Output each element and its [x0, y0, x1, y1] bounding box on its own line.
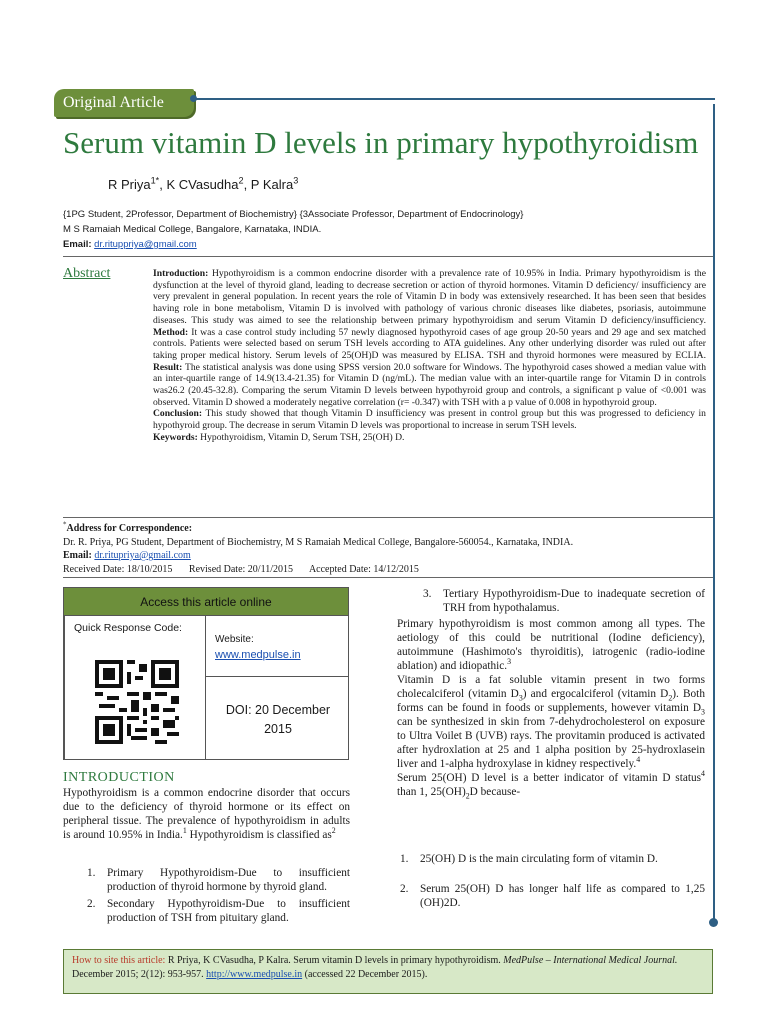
ref-sup: 2 [331, 826, 336, 836]
author-name: R Priya [108, 177, 151, 192]
badge-dot [190, 95, 197, 102]
journal-url-link[interactable]: http://www.medpulse.in [206, 969, 303, 980]
list-item-text: Serum 25(OH) D has longer half life as compared to 1,25 (OH)2D. [420, 883, 705, 909]
intro-text: Hypothyroidism is a common endocrine disorder with a prevalence rate of 10.95% in India. Primary hypothyroidism is the dysfunction at the level of thyroid gland, leading to decrease secretion or action of thyroid hormones. Vitamin D deficiency/ insufficiency are very prevalent in general population. In recent years the role of Vitamin D in body was extensively researched. It has been seen that besides having role in bone metabolism, Vitamin D is involved with pathology of various chronic diseases like diabetes, psoriasis, autoimmune diseases. This study was aimed to see the relationship between primary hypothyroidism and serum Vitamin D deficiency/insufficiency. [153, 268, 706, 326]
revised-date: Revised Date: 20/11/2015 [188, 564, 293, 575]
keywords-text: Hypothyroidism, Vitamin D, Serum TSH, 25(OH) D. [200, 431, 405, 443]
serum-text-c: D because- [469, 786, 521, 798]
intro-classified-text: Hypothyroidism is classified as [189, 829, 332, 841]
list-item [400, 852, 705, 866]
access-online-box [63, 587, 349, 760]
rule-end-dot [709, 918, 718, 927]
affiliation-institution: M S Ramaiah Medical College, Bangalore, Karnataka, INDIA. [63, 224, 322, 235]
affiliation-line: {1PG Student, 2Professor, Department of Biochemistry} {3Associate Professor, Department of Endocrinology} [63, 209, 524, 220]
doi-text: DOI: 20 December 2015 [225, 703, 331, 736]
correspondence-email [63, 550, 191, 561]
list-item [400, 882, 705, 910]
cite-text: R Priya, K CVasudha, P Kalra. Serum vitamin D levels in primary hypothyroidism. [167, 955, 501, 966]
ref-sup: 4 [701, 769, 705, 779]
accessed-date: (accessed 22 December 2015). [304, 969, 428, 980]
serum-text-b: than 1, 25(OH) [397, 786, 466, 798]
vitd-text-c: ). Both forms can be found in foods or supplements, however vitamin D [397, 688, 705, 714]
access-box-heading: Access this article online [64, 588, 348, 616]
list-item-text: Secondary Hypothyroidism-Due to insufficient production of TSH from pituitary gland. [107, 898, 350, 924]
right-column-body [397, 617, 705, 799]
aetiology-text: Primary hypothyroidism is most common among all types. The aetiology of this could be nutritional (Iodine deficiency), autoimmune (Hashimoto's thyroiditis), iatrogenic (radio-iodine ablation) and idiopathic. [397, 618, 705, 672]
article-dates [63, 564, 433, 575]
author-name: K CVasudha [166, 177, 239, 192]
list-item [87, 897, 350, 925]
journal-name: MedPulse – International Medical Journal. [503, 955, 678, 966]
serum-text-a: Serum 25(OH) D level is a better indicator of vitamin D status [397, 772, 702, 784]
intro-para-text: Hypothyroidism is a common endocrine disorder that occurs due to the deficiency of thyroid hormone or its effect on peripheral tissue. The prevalence of hypothyroidism in adults is around 10.95% in India. [63, 787, 350, 841]
right-margin-rule [713, 104, 715, 922]
correspondence-label-text: Address for Correspondence: [66, 523, 193, 534]
list-number: 1. [87, 867, 96, 879]
author-name: P Kalra [250, 177, 294, 192]
article-type-badge: Original Article [54, 89, 194, 117]
website-cell [205, 615, 349, 677]
author-sup: 1* [150, 175, 160, 186]
list-item [423, 587, 705, 615]
result-label: Result: [153, 361, 183, 373]
affiliation-email [63, 239, 197, 250]
ref-sup: 3 [507, 657, 512, 667]
email-label: Email: [63, 550, 92, 561]
sub-3: 3 [518, 693, 523, 703]
author-list: R Priya$^{1*}$, K CVasudha$^2$, P Kalra$^3$ [108, 175, 299, 192]
divider [63, 517, 713, 518]
correspondence-email-link[interactable]: dr.ritupriya@gmail.com [94, 550, 191, 561]
result-text: The statistical analysis was done using SPSS version 20.0 software for Windows. The hypothyroid cases showed a median value with an inter-quartile range of 14.9(13.4-21.35) for Vitamin D (ng/mL). The median value with an inter-quartile range for Vitamin D in controls was26.2 (20.45-32.8). Comparing the serum Vitamin D levels between hypothyroid group and controls, a significant p value of <0.001 was observed. Vitamin D showed a moderately negative correlation (r= -0.347) with TSH with a p value of 0.008 in hypothyroid group. [153, 361, 706, 408]
list-item-text: Primary Hypothyroidism-Due to insufficient production of thyroid hormone by thyroid gland. [107, 867, 350, 893]
conclusion-text: This study showed that though Vitamin D insufficiency was present in control group but this was progressed to deficiency in hypothyroid group. The decrease in serum Vitamin D levels was proportional to increase in serum TSH levels. [153, 408, 706, 432]
introduction-heading: INTRODUCTION [63, 770, 175, 785]
article-title: Serum vitamin D levels in primary hypothyroidism [63, 125, 699, 160]
header-rule [195, 98, 715, 100]
list-number: 3. [423, 588, 432, 600]
citation-box [63, 949, 713, 994]
vitd-text-b: ) and ergocalciferol (vitamin D [522, 688, 669, 700]
keywords-label: Keywords: [153, 431, 198, 443]
list-item [87, 866, 350, 894]
website-label: Website: [215, 634, 254, 645]
ref-sup: 4 [636, 755, 641, 765]
qr-label: Quick Response Code: [74, 622, 182, 634]
sub-3: 3 [701, 707, 705, 717]
divider [63, 577, 713, 578]
list-number: 1. [400, 853, 409, 865]
abstract-heading: Abstract [63, 266, 111, 281]
method-label: Method: [153, 326, 189, 338]
intro-paragraph [63, 786, 350, 842]
qr-code-icon[interactable] [95, 660, 179, 744]
qr-cell [64, 615, 206, 760]
intro-label: Introduction: [153, 268, 209, 279]
author-email-link[interactable]: dr.rituppriya@gmail.com [94, 239, 197, 250]
author-sup: 2 [238, 175, 244, 186]
list-number: 2. [400, 883, 409, 895]
sub-2: 2 [465, 791, 470, 801]
divider [63, 256, 713, 257]
received-date: Received Date: 18/10/2015 [63, 564, 173, 575]
website-link[interactable]: www.medpulse.in [215, 649, 301, 661]
conclusion-label: Conclusion: [153, 408, 203, 420]
author-sup: 3 [293, 175, 299, 186]
accepted-date: Accepted Date: 14/12/2015 [308, 564, 419, 575]
doi-cell [205, 676, 349, 760]
list-item-text: 25(OH) D is the main circulating form of vitamin D. [420, 853, 658, 865]
vitd-text-d: can be synthesized in skin from 7-dehydrocholesterol on exposure to Ultra Voilet B (UVB) rays. The provitamin produced is activated after hydroxlation at 25 and 1 alpha position by 25-hydroxlasein liver and 1-alpha hydroxylase in kidney respectively. [397, 716, 705, 770]
cite-details: December 2015; 2(12): 953-957. [72, 969, 204, 980]
list-item-text: Tertiary Hypothyroidism-Due to inadequate secretion of TRH from hypothalamus. [443, 588, 705, 614]
sub-2: 2 [668, 693, 673, 703]
correspondence-label: *Address for Correspondence: [63, 520, 193, 534]
abstract-body [153, 268, 706, 444]
correspondence-address: Dr. R. Priya, PG Student, Department of Biochemistry, M S Ramaiah Medical College, Bangalore-560054., Karnataka, INDIA. [63, 537, 574, 548]
ref-sup: 1 [182, 826, 187, 836]
email-label: Email: [63, 239, 92, 250]
method-text: It was a case control study including 57 newly diagnosed hypothyroid cases of age group 20-50 years and 29 age and sex matched controls. Patients were selected based on serum TSH levels according to ATA guidelines. Any other underlying disorder was ruled out after taking proper medical history. Serum levels of 25(OH)D was measured by ELISA. TSH and thyroid hormones were measured by ECLIA. [153, 326, 706, 361]
cite-label: How to site this article: [72, 955, 166, 966]
list-number: 2. [87, 898, 96, 910]
vitd-text-a: Vitamin D is a fat soluble vitamin present in two forms cholecalciferol (vitamin D [397, 674, 705, 700]
